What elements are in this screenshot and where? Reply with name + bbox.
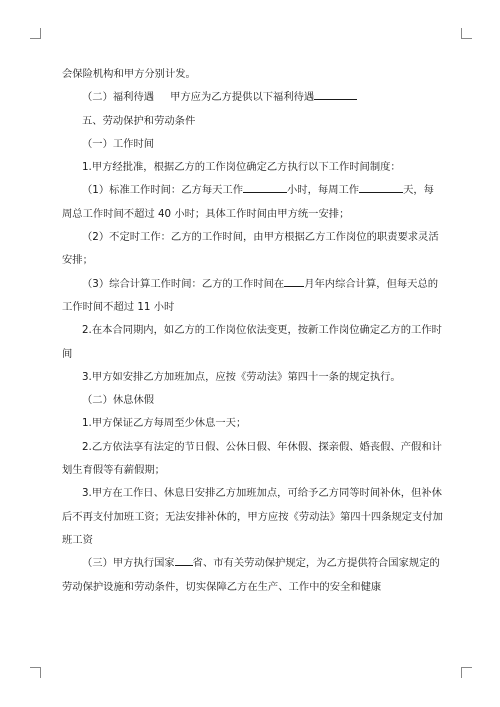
fill-blank [175, 554, 193, 566]
paragraph-line: 会保险机构和甲方分别计发。 [62, 68, 196, 80]
paragraph-line: 班工资 [62, 533, 93, 546]
paragraph-line: 安排； [62, 254, 93, 267]
crop-mark-top-right [461, 28, 472, 39]
text-run: （三）甲方执行国家 [82, 557, 175, 570]
fill-blank [284, 275, 304, 287]
text-run: （1）标准工作时间：乙方每天工作 [82, 184, 244, 197]
paragraph-line: （2）不定时工作：乙方的工作时间，由甲方根据乙方工作岗位的职责要求灵活 [82, 231, 439, 244]
text-run: 省、市有关劳动保护规定，为乙方提供符合国家规定的 [192, 557, 440, 570]
crop-mark-top-left [30, 28, 41, 39]
paragraph-line: 2.乙方依法享有法定的节日假、公休日假、年休假、探亲假、婚丧假、产假和计 [82, 440, 442, 453]
paragraph-line: 1.甲方经批准，根据乙方的工作岗位确定乙方执行以下工作时间制度： [82, 161, 401, 174]
fill-blank [359, 181, 403, 193]
crop-mark-bottom-right [461, 667, 472, 678]
paragraph-line: 周总工作时间不超过 40 小时；具体工作时间由甲方统一安排； [62, 207, 350, 220]
paragraph-line: 间 [62, 347, 73, 360]
paragraph-line [62, 86, 440, 109]
crop-mark-bottom-left [30, 667, 41, 678]
paragraph-line: 2.在本合同期内，如乙方的工作岗位依法变更，按新工作岗位确定乙方的工作时 [82, 324, 442, 337]
paragraph-line [62, 179, 440, 202]
paragraph-line: 划生育假等有薪假期； [62, 464, 165, 477]
paragraph-line: 五、劳动保护和劳动条件 [82, 114, 196, 127]
paragraph-line: 3.甲方在工作日、休息日安排乙方加班加点，可给予乙方同等时间补休，但补休 [82, 487, 442, 500]
paragraph-line: 工作时间不超过 11 小时 [62, 300, 175, 313]
text-run: 甲方应为乙方提供以下福利待遇 [170, 91, 315, 104]
paragraph-line [62, 273, 440, 296]
text-run: （二）福利待遇 [82, 91, 155, 104]
paragraph-line: （一）工作时间 [82, 137, 155, 150]
paragraph-line: 劳动保护设施和劳动条件，切实保障乙方在生产、工作中的安全和健康 [62, 580, 382, 593]
text-run: 天，每 [403, 184, 434, 197]
paragraph-line [62, 552, 440, 575]
paragraph-line: （二）休息休假 [82, 394, 155, 407]
paragraph-line: 1.甲方保证乙方每周至少休息一天； [82, 417, 247, 430]
paragraph-line: 后不再支付加班工资；无法安排补休的，甲方应按《劳动法》第四十四条规定支付加 [62, 510, 443, 523]
text-run: 小时，每周工作 [287, 184, 360, 197]
text-run: 月年内综合计算，但每天总的 [304, 277, 439, 290]
document-body [62, 63, 443, 599]
paragraph-line: 3.甲方如安排乙方加班加点，应按《劳动法》第四十一条的规定执行。 [82, 370, 401, 383]
fill-blank [314, 88, 357, 100]
fill-blank [243, 181, 287, 193]
text-run: （3）综合计算工作时间：乙方的工作时间在 [82, 277, 285, 290]
